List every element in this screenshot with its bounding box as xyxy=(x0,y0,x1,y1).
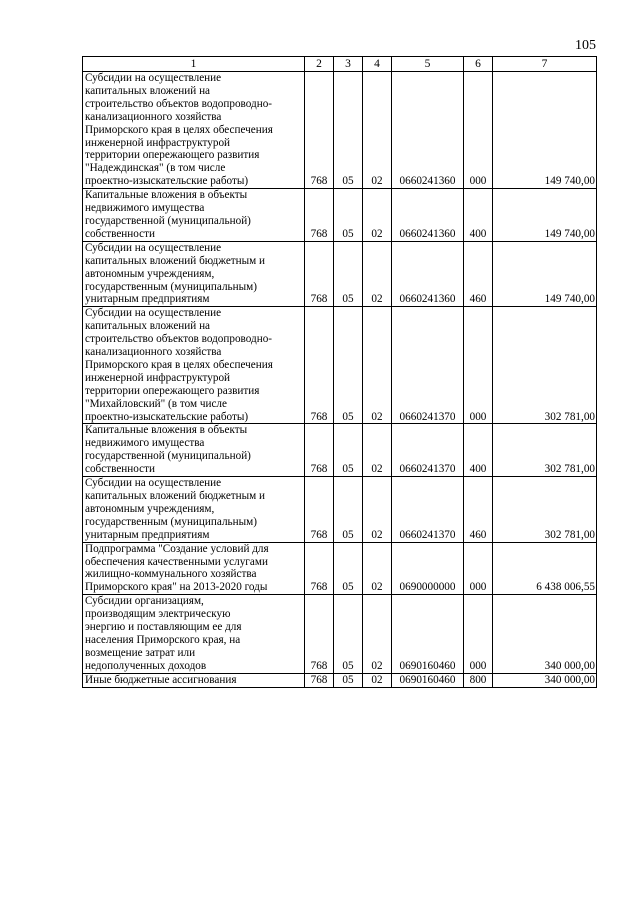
target-article-cell: 0690000000 xyxy=(392,542,464,595)
header-cell: 1 xyxy=(83,57,305,72)
target-article-cell: 0690160460 xyxy=(392,595,464,673)
table-row xyxy=(83,189,597,242)
subsection-cell: 02 xyxy=(363,595,392,673)
target-article-cell: 0660241360 xyxy=(392,189,464,242)
admin-code-cell: 768 xyxy=(305,307,334,424)
row-name-cell: Субсидии на осуществление капитальных вложений на строительство объектов водопроводно- канализационного хозяйства Приморского края в целях обеспечения инженерной инфраструктурой территории опережающего развития "Надеждинская" (в том числе проектно-изыскательские работы) xyxy=(83,72,305,189)
header-cell: 5 xyxy=(392,57,464,72)
header-cell: 4 xyxy=(363,57,392,72)
subsection-cell: 02 xyxy=(363,72,392,189)
subsection-cell: 02 xyxy=(363,189,392,242)
expense-type-cell: 800 xyxy=(464,673,493,687)
expense-type-cell: 460 xyxy=(464,241,493,307)
target-article-cell: 0660241370 xyxy=(392,307,464,424)
subsection-cell: 02 xyxy=(363,673,392,687)
target-article-cell: 0660241370 xyxy=(392,424,464,477)
header-cell: 7 xyxy=(493,57,597,72)
admin-code-cell: 768 xyxy=(305,241,334,307)
admin-code-cell: 768 xyxy=(305,477,334,543)
amount-cell: 149 740,00 xyxy=(493,241,597,307)
admin-code-cell: 768 xyxy=(305,424,334,477)
section-cell: 05 xyxy=(334,72,363,189)
section-cell: 05 xyxy=(334,424,363,477)
row-name-cell: Капитальные вложения в объекты недвижимого имущества государственной (муниципальной) собственности xyxy=(83,189,305,242)
amount-cell: 340 000,00 xyxy=(493,595,597,673)
target-article-cell: 0660241360 xyxy=(392,241,464,307)
amount-cell: 302 781,00 xyxy=(493,424,597,477)
table-row xyxy=(83,424,597,477)
row-name-cell: Капитальные вложения в объекты недвижимого имущества государственной (муниципальной) собственности xyxy=(83,424,305,477)
table-row xyxy=(83,673,597,687)
header-cell: 3 xyxy=(334,57,363,72)
row-name-cell: Субсидии на осуществление капитальных вложений на строительство объектов водопроводно- канализационного хозяйства Приморского края в целях обеспечения инженерной инфраструктурой территории опережающего развития "Михайловский" (в том числе проектно-изыскательские работы) xyxy=(83,307,305,424)
section-cell: 05 xyxy=(334,542,363,595)
section-cell: 05 xyxy=(334,595,363,673)
target-article-cell: 0660241360 xyxy=(392,72,464,189)
expense-type-cell: 400 xyxy=(464,189,493,242)
table-row xyxy=(83,477,597,543)
table-row xyxy=(83,595,597,673)
row-name-cell: Субсидии организациям, производящим электрическую энергию и поставляющим ее для населения Приморского края, на возмещение затрат или недополученных доходов xyxy=(83,595,305,673)
expense-type-cell: 400 xyxy=(464,424,493,477)
amount-cell: 149 740,00 xyxy=(493,189,597,242)
page-number: 105 xyxy=(575,38,596,53)
target-article-cell: 0660241370 xyxy=(392,477,464,543)
subsection-cell: 02 xyxy=(363,477,392,543)
admin-code-cell: 768 xyxy=(305,189,334,242)
section-cell: 05 xyxy=(334,189,363,242)
admin-code-cell: 768 xyxy=(305,72,334,189)
row-name-cell: Субсидии на осуществление капитальных вложений бюджетным и автономным учреждениям, государственным (муниципальным) унитарным предприятиям xyxy=(83,241,305,307)
header-cell: 2 xyxy=(305,57,334,72)
section-cell: 05 xyxy=(334,241,363,307)
table-row xyxy=(83,241,597,307)
amount-cell: 302 781,00 xyxy=(493,307,597,424)
subsection-cell: 02 xyxy=(363,542,392,595)
table-row xyxy=(83,542,597,595)
section-cell: 05 xyxy=(334,673,363,687)
expense-type-cell: 000 xyxy=(464,542,493,595)
amount-cell: 149 740,00 xyxy=(493,72,597,189)
amount-cell: 302 781,00 xyxy=(493,477,597,543)
budget-table xyxy=(82,56,597,688)
header-cell: 6 xyxy=(464,57,493,72)
amount-cell: 340 000,00 xyxy=(493,673,597,687)
row-name-cell: Субсидии на осуществление капитальных вложений бюджетным и автономным учреждениям, государственным (муниципальным) унитарным предприятиям xyxy=(83,477,305,543)
subsection-cell: 02 xyxy=(363,307,392,424)
row-name-cell: Подпрограмма "Создание условий для обеспечения качественными услугами жилищно-коммунального хозяйства Приморского края" на 2013-2020 годы xyxy=(83,542,305,595)
expense-type-cell: 460 xyxy=(464,477,493,543)
admin-code-cell: 768 xyxy=(305,542,334,595)
section-cell: 05 xyxy=(334,307,363,424)
expense-type-cell: 000 xyxy=(464,307,493,424)
row-name-cell: Иные бюджетные ассигнования xyxy=(83,673,305,687)
table-row xyxy=(83,307,597,424)
section-cell: 05 xyxy=(334,477,363,543)
expense-type-cell: 000 xyxy=(464,72,493,189)
table-row xyxy=(83,72,597,189)
admin-code-cell: 768 xyxy=(305,595,334,673)
expense-type-cell: 000 xyxy=(464,595,493,673)
target-article-cell: 0690160460 xyxy=(392,673,464,687)
amount-cell: 6 438 006,55 xyxy=(493,542,597,595)
subsection-cell: 02 xyxy=(363,241,392,307)
admin-code-cell: 768 xyxy=(305,673,334,687)
table-header-row xyxy=(83,57,597,72)
subsection-cell: 02 xyxy=(363,424,392,477)
